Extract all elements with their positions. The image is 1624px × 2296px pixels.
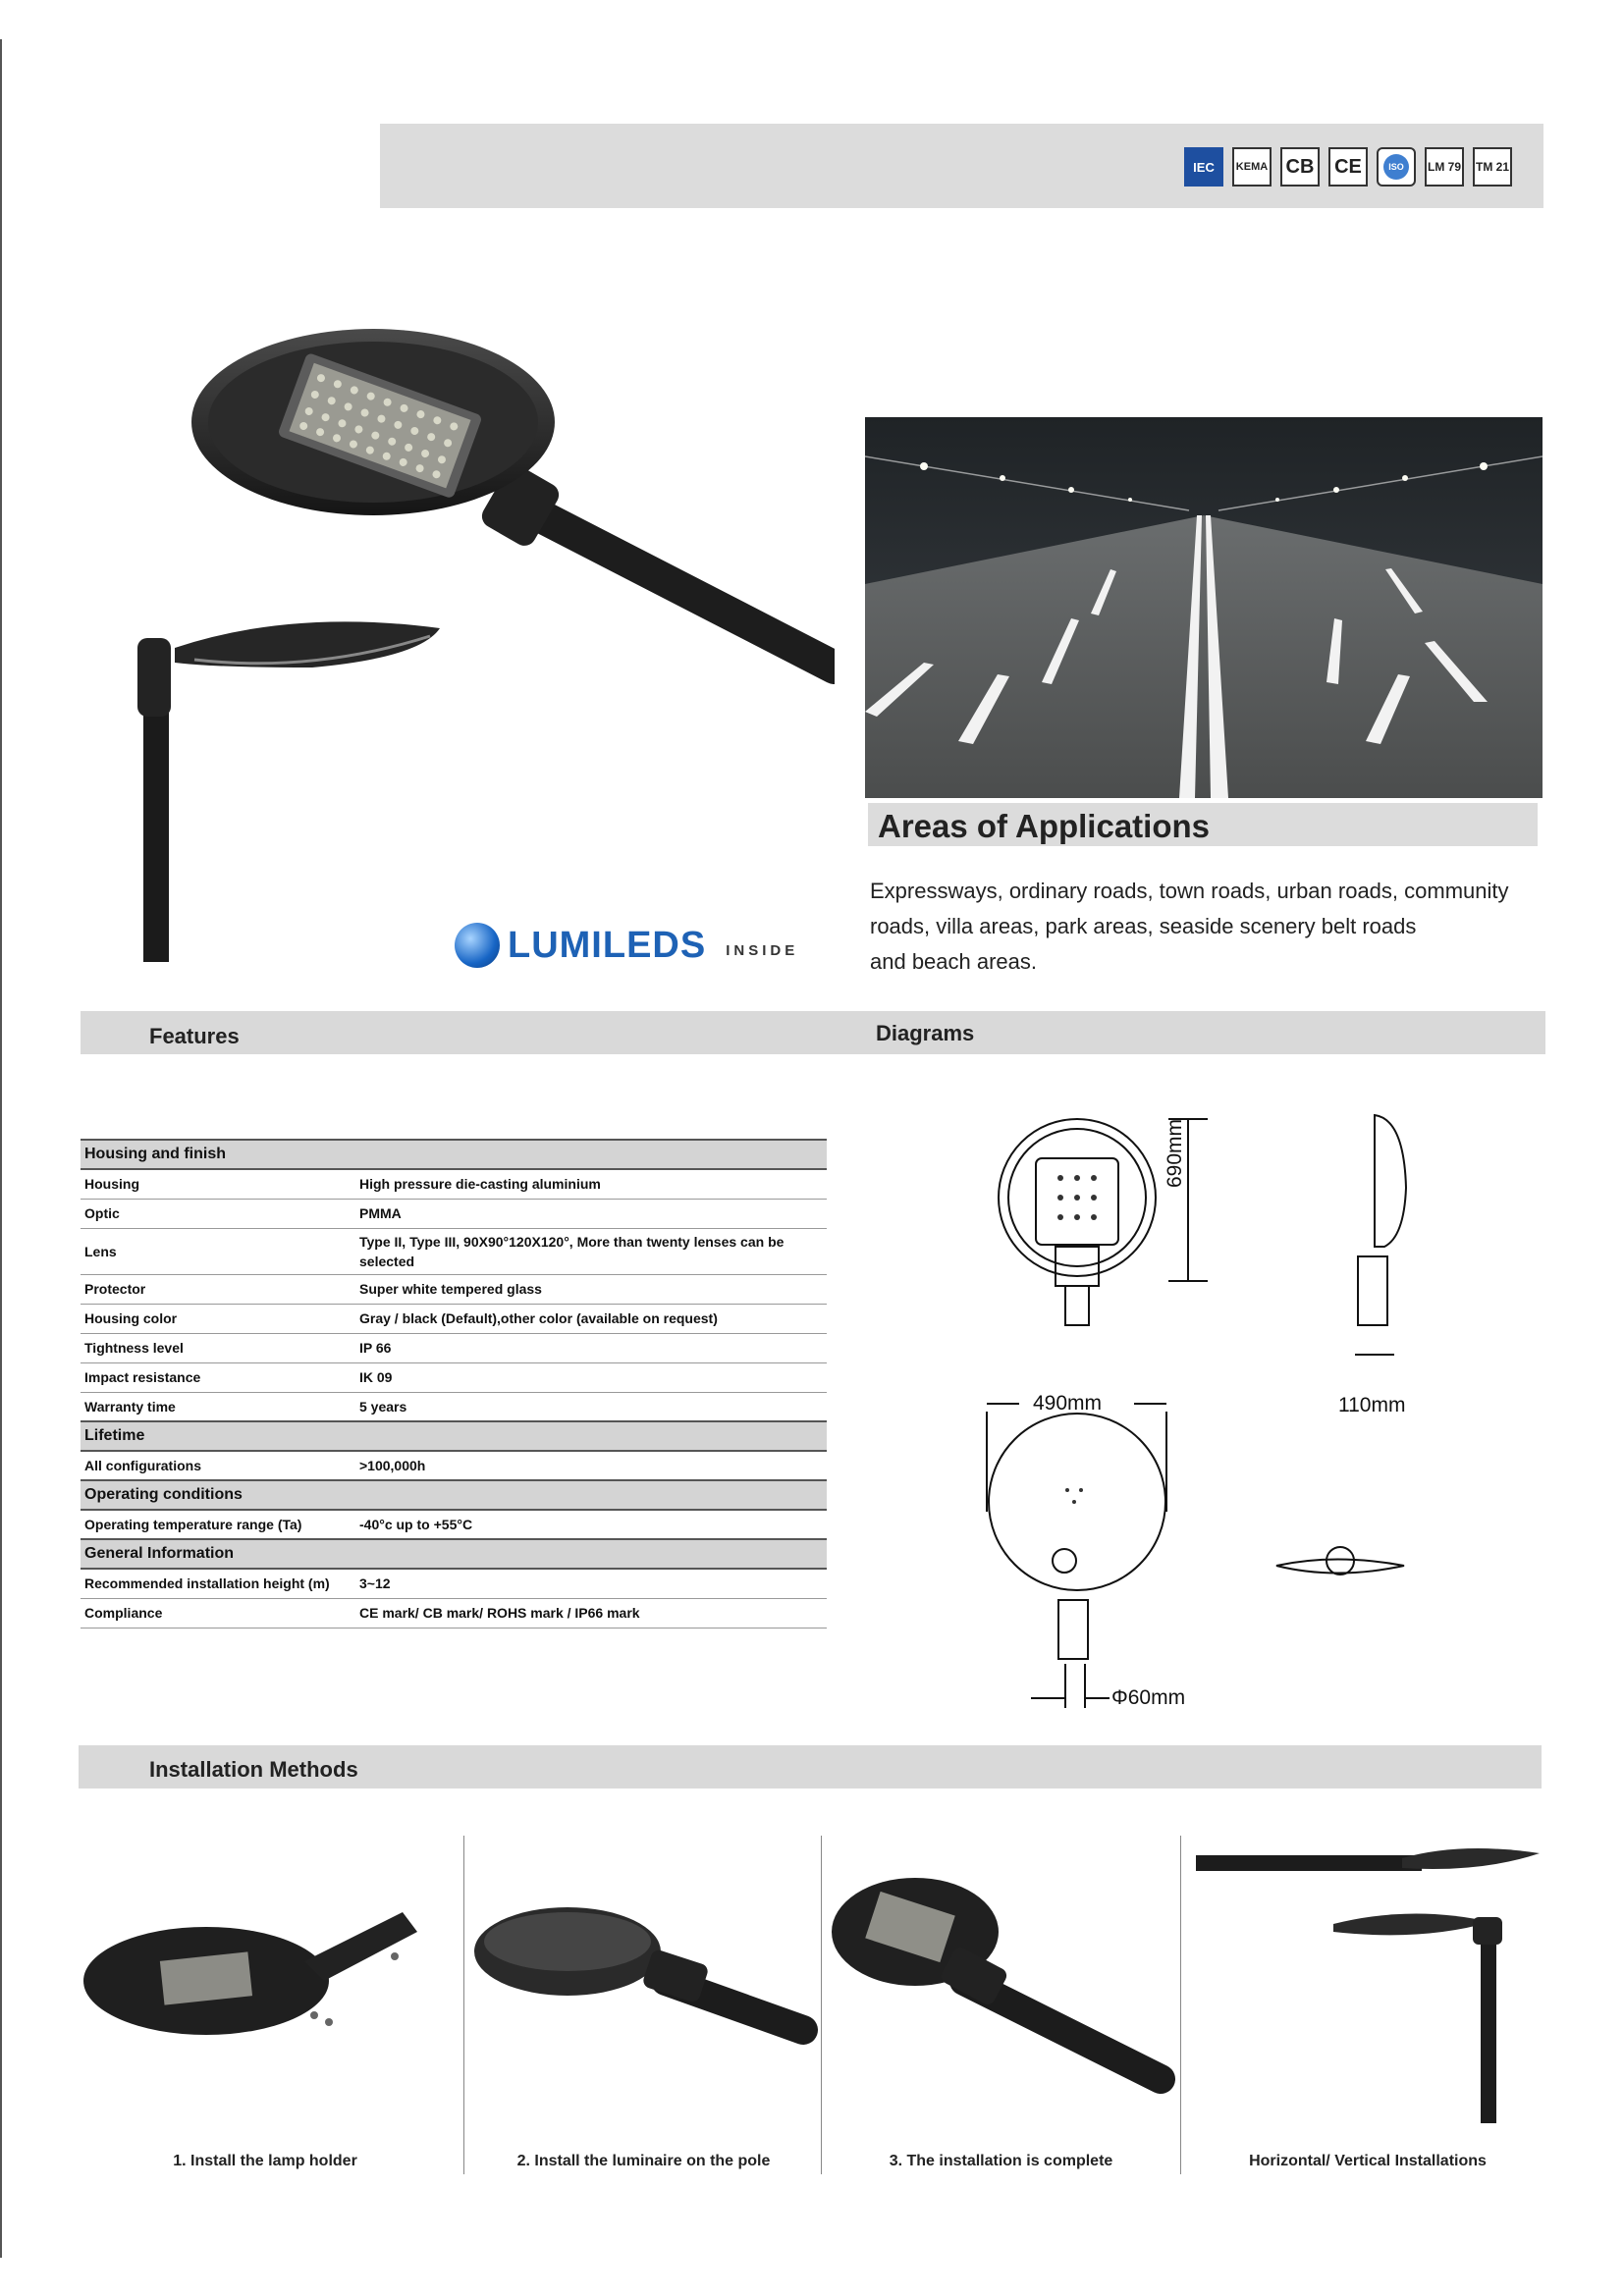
lumileds-wordmark: LUMILEDS bbox=[508, 924, 707, 966]
install-step-4-image bbox=[1186, 1834, 1549, 2128]
iso-cert-icon bbox=[1377, 147, 1416, 187]
lm79-cert-icon: LM 79 bbox=[1425, 147, 1464, 187]
spec-key: Operating temperature range (Ta) bbox=[81, 1510, 355, 1539]
spec-value: IP 66 bbox=[355, 1333, 827, 1362]
spec-group-label: Lifetime bbox=[81, 1421, 827, 1451]
install-step-caption: 1. Install the lamp holder bbox=[173, 2153, 357, 2169]
height-dimension-label: 690mm bbox=[1164, 1118, 1186, 1188]
install-step-3-image bbox=[827, 1834, 1175, 2128]
spec-group-row bbox=[81, 1421, 827, 1451]
install-step-caption: Horizontal/ Vertical Installations bbox=[1249, 2153, 1487, 2169]
spec-value: PMMA bbox=[355, 1199, 827, 1228]
spec-group-row bbox=[81, 1140, 827, 1169]
spec-value: 3~12 bbox=[355, 1569, 827, 1598]
lumileds-inside-label: INSIDE bbox=[726, 941, 799, 959]
spec-value: Super white tempered glass bbox=[355, 1274, 827, 1304]
spec-key: All configurations bbox=[81, 1451, 355, 1480]
spec-row bbox=[81, 1510, 827, 1539]
features-heading: Features bbox=[149, 1024, 240, 1048]
spec-row bbox=[81, 1569, 827, 1598]
spec-value: 5 years bbox=[355, 1392, 827, 1421]
installation-heading: Installation Methods bbox=[149, 1757, 358, 1782]
road-application-photo bbox=[865, 417, 1543, 798]
iso-cert-label: ISO bbox=[1383, 154, 1409, 180]
spec-group-row bbox=[81, 1539, 827, 1569]
spec-group-label: Housing and finish bbox=[81, 1140, 827, 1169]
header-band bbox=[380, 124, 1543, 208]
applications-description bbox=[870, 874, 1597, 980]
spec-key: Compliance bbox=[81, 1598, 355, 1628]
dimension-diagrams bbox=[962, 1099, 1551, 1728]
spec-group-row bbox=[81, 1480, 827, 1510]
column-divider bbox=[463, 1836, 464, 2174]
lumileds-logo-icon bbox=[455, 923, 500, 968]
column-divider bbox=[1180, 1836, 1181, 2174]
install-step-1-image bbox=[79, 1834, 452, 2128]
spec-key: Warranty time bbox=[81, 1392, 355, 1421]
spec-value: IK 09 bbox=[355, 1362, 827, 1392]
install-step-caption: 3. The installation is complete bbox=[889, 2153, 1113, 2169]
tm21-cert-icon: TM 21 bbox=[1473, 147, 1512, 187]
applications-title: Areas of Applications bbox=[878, 808, 1211, 844]
spec-key: Impact resistance bbox=[81, 1362, 355, 1392]
spec-key: Lens bbox=[81, 1228, 355, 1274]
depth-dimension-label: 110mm bbox=[1338, 1394, 1406, 1416]
spec-value: Type II, Type III, 90X90°120X120°, More than twenty lenses can be selected bbox=[355, 1228, 827, 1274]
spec-value: Gray / black (Default),other color (available on request) bbox=[355, 1304, 827, 1333]
column-divider bbox=[821, 1836, 822, 2174]
ce-cert-icon: CE bbox=[1328, 147, 1368, 187]
spec-row bbox=[81, 1169, 827, 1199]
install-step-4 bbox=[1186, 1834, 1549, 2177]
diagrams-heading: Diagrams bbox=[876, 1021, 975, 1045]
spec-value: -40°c up to +55°C bbox=[355, 1510, 827, 1539]
spec-row bbox=[81, 1362, 827, 1392]
spec-table bbox=[81, 1139, 827, 1629]
spec-row bbox=[81, 1274, 827, 1304]
install-step-2 bbox=[469, 1834, 818, 2177]
spec-row bbox=[81, 1392, 827, 1421]
spec-key: Optic bbox=[81, 1199, 355, 1228]
install-step-caption: 2. Install the luminaire on the pole bbox=[516, 2153, 771, 2169]
features-diagrams-bar bbox=[81, 1011, 1545, 1054]
applications-line: roads, villa areas, park areas, seaside scenery belt roads bbox=[870, 914, 1417, 938]
applications-title-bar bbox=[868, 803, 1538, 846]
iec-cert-icon: IEC bbox=[1184, 147, 1223, 187]
spec-row bbox=[81, 1199, 827, 1228]
spec-key: Housing bbox=[81, 1169, 355, 1199]
spec-group-label: Operating conditions bbox=[81, 1480, 827, 1510]
certification-badges bbox=[1184, 147, 1543, 187]
cb-cert-icon: CB bbox=[1280, 147, 1320, 187]
luminaire-side-view-image bbox=[135, 609, 450, 962]
spec-row bbox=[81, 1451, 827, 1480]
spec-value: High pressure die-casting aluminium bbox=[355, 1169, 827, 1199]
spec-key: Protector bbox=[81, 1274, 355, 1304]
spec-row bbox=[81, 1228, 827, 1274]
spec-key: Tightness level bbox=[81, 1333, 355, 1362]
spec-row bbox=[81, 1304, 827, 1333]
install-step-2-image bbox=[469, 1834, 818, 2128]
spec-row bbox=[81, 1598, 827, 1628]
spec-key: Housing color bbox=[81, 1304, 355, 1333]
applications-line: and beach areas. bbox=[870, 949, 1038, 974]
pole-diameter-label: Φ60mm bbox=[1111, 1686, 1186, 1709]
install-step-3 bbox=[827, 1834, 1175, 2177]
spec-value: >100,000h bbox=[355, 1451, 827, 1480]
spec-key: Recommended installation height (m) bbox=[81, 1569, 355, 1598]
installation-bar bbox=[79, 1745, 1542, 1789]
lumileds-brand bbox=[455, 923, 798, 968]
width-dimension-label: 490mm bbox=[1033, 1392, 1103, 1415]
kema-cert-icon: KEMA bbox=[1232, 147, 1272, 187]
spec-row bbox=[81, 1333, 827, 1362]
spec-group-label: General Information bbox=[81, 1539, 827, 1569]
page-left-rule bbox=[0, 39, 2, 2258]
applications-line: Expressways, ordinary roads, town roads, urban roads, community bbox=[870, 879, 1509, 903]
spec-value: CE mark/ CB mark/ ROHS mark / IP66 mark bbox=[355, 1598, 827, 1628]
install-step-1 bbox=[79, 1834, 452, 2177]
